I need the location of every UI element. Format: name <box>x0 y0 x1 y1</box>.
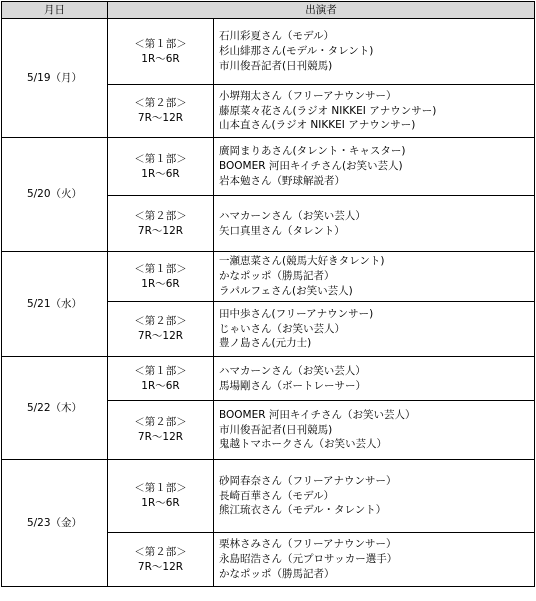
date-cell: 5/19（月） <box>2 19 108 138</box>
performer-name: 杉山緋那さん(モデル・タレント) <box>219 45 374 58</box>
performer-name: 市川俊吾記者(日刊競馬) <box>219 59 333 72</box>
schedule-table <box>1 1 535 587</box>
part-cell <box>108 85 214 138</box>
part-label: ＜第２部＞ <box>134 545 187 558</box>
performers-cell <box>214 138 535 196</box>
part-cell <box>108 401 214 460</box>
performer-name: 矢口真里さん（タレント） <box>219 224 345 237</box>
performer-name: 馬場剛さん（ボートレーサー） <box>219 379 366 392</box>
performer-name: 田中歩さん(フリーアナウンサー) <box>219 307 374 320</box>
performers-cell <box>214 357 535 401</box>
schedule-body <box>2 19 535 587</box>
race-range: 7R〜12R <box>137 330 184 342</box>
race-range: 1R〜6R <box>141 167 180 180</box>
performers-cell <box>214 401 535 460</box>
race-range: 1R〜6R <box>141 379 180 392</box>
performer-name: ハマカーンさん（お笑い芸人） <box>219 209 366 222</box>
race-range: 1R〜6R <box>141 497 180 509</box>
performer-name: 砂岡春奈さん（フリーアナウンサー） <box>219 474 397 487</box>
part-cell <box>108 252 214 302</box>
performer-name: BOOMER 河田キイチさん(お笑い芸人) <box>219 160 403 173</box>
performer-name: BOOMER 河田キイチさん（お笑い芸人） <box>219 408 416 421</box>
part-cell <box>108 19 214 85</box>
part-cell <box>108 460 214 533</box>
date-cell: 5/20（火） <box>2 138 108 252</box>
part-label: ＜第２部＞ <box>134 416 187 429</box>
race-range: 7R〜12R <box>137 431 184 443</box>
performers-cell <box>214 460 535 533</box>
schedule-row <box>2 460 535 533</box>
part-cell <box>108 533 214 587</box>
performer-name: ラパルフェさん(お笑い芸人) <box>219 284 353 297</box>
date-column-header: 月日 <box>2 2 108 19</box>
part-label: ＜第１部＞ <box>134 262 187 275</box>
race-range: 7R〜12R <box>137 224 184 237</box>
performers-cell <box>214 85 535 138</box>
performer-name: ハマカーンさん（お笑い芸人） <box>219 364 366 377</box>
date-cell: 5/23（金） <box>2 460 108 587</box>
part-cell <box>108 357 214 401</box>
performers-column-header: 出演者 <box>108 2 535 19</box>
performer-name: 石川彩夏さん（モデル） <box>219 30 334 43</box>
performer-name: 藤原菜々花さん(ラジオ NIKKEI アナウンサー) <box>219 104 437 117</box>
schedule-row <box>2 357 535 401</box>
performer-name: 永島昭浩さん（元プロサッカー選手） <box>219 553 398 566</box>
performer-name: 山本直さん(ラジオ NIKKEI アナウンサー) <box>219 119 416 132</box>
performers-cell <box>214 252 535 302</box>
part-cell <box>108 196 214 252</box>
performer-name: 豊ノ島さん(元力士) <box>219 337 312 350</box>
part-label: ＜第１部＞ <box>134 152 187 165</box>
part-label: ＜第１部＞ <box>134 364 187 377</box>
part-label: ＜第１部＞ <box>134 37 187 50</box>
performer-name: 小堺翔太さん（フリーアナウンサー） <box>219 89 397 102</box>
race-range: 7R〜12R <box>137 112 184 124</box>
performer-name: 岩本勉さん（野球解説者） <box>219 174 345 187</box>
header-row <box>2 2 535 19</box>
performer-name: かなポッポ（勝馬記者） <box>219 567 335 580</box>
performer-name: 廣岡まりあさん(タレント・キャスター) <box>219 145 406 158</box>
performer-name: じゃいさん（お笑い芸人） <box>219 322 345 335</box>
performer-name: 熊江琉衣さん（モデル・タレント） <box>219 504 387 517</box>
schedule-row <box>2 252 535 302</box>
performers-cell <box>214 533 535 587</box>
performer-name: 長崎百華さん（モデル） <box>219 489 334 502</box>
part-cell <box>108 302 214 357</box>
performers-cell <box>214 196 535 252</box>
schedule-row <box>2 19 535 85</box>
performers-cell <box>214 19 535 85</box>
performer-name: 市川俊吾記者(日刊競馬) <box>219 423 333 436</box>
race-range: 1R〜6R <box>141 52 180 65</box>
part-label: ＜第２部＞ <box>134 209 187 222</box>
part-cell <box>108 138 214 196</box>
race-range: 7R〜12R <box>137 560 184 573</box>
performer-name: 鬼越トマホークさん（お笑い芸人） <box>219 438 387 451</box>
date-cell: 5/22（木） <box>2 357 108 460</box>
performer-name: かなポッポ（勝馬記者） <box>219 270 335 283</box>
performers-cell <box>214 302 535 357</box>
part-label: ＜第１部＞ <box>134 482 187 495</box>
performer-name: 栗林さみさん（フリーアナウンサー） <box>219 538 397 551</box>
part-label: ＜第２部＞ <box>134 97 187 110</box>
part-label: ＜第２部＞ <box>134 315 187 328</box>
date-cell: 5/21（水） <box>2 252 108 357</box>
race-range: 1R〜6R <box>141 277 180 290</box>
performer-name: 一瀬恵菜さん(競馬大好きタレント) <box>219 255 385 268</box>
schedule-row <box>2 138 535 196</box>
